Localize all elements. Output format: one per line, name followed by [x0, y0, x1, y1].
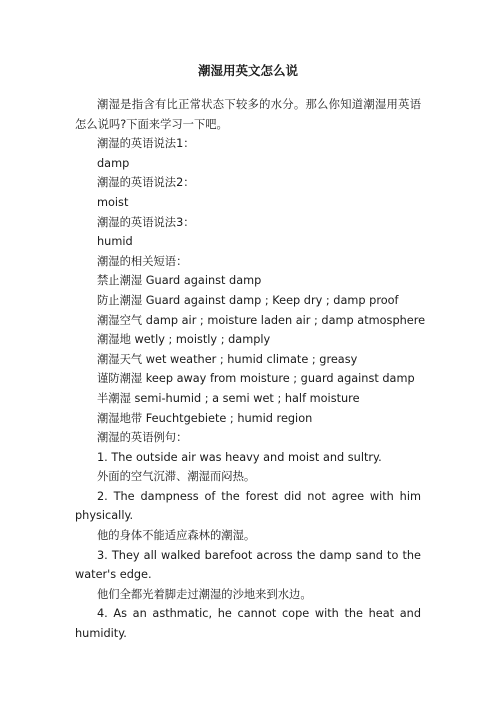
example-english: 2. The dampness of the forest did not agree with him physically. [75, 489, 421, 523]
example-chinese: 他们全都光着脚走过潮湿的沙地来到水边。 [97, 587, 312, 601]
paragraph: moist [97, 195, 129, 209]
document-title: 潮湿用英文怎么说 [197, 63, 298, 78]
example-chinese: 外面的空气沉滞、潮湿而闷热。 [97, 470, 256, 484]
phrase-line: 防止潮湿 Guard against damp ; Keep dry ; damp proof [97, 293, 399, 307]
paragraph: 潮湿的英语例句： [97, 431, 188, 445]
phrase-line: 潮湿空气 damp air ; moisture laden air ; damp atmosphere [97, 313, 426, 327]
document-body [75, 95, 426, 644]
phrase-line: 潮湿天气 wet weather ; humid climate ; greasy [97, 352, 358, 366]
phrase-line: 潮湿地 wetly ; moistly ; damply [97, 333, 271, 347]
phrase-line: 禁止潮湿 Guard against damp [97, 274, 262, 288]
phrase-line: 半潮湿 semi-humid ; a semi wet ; half moisture [97, 391, 360, 405]
intro-paragraph: 潮湿是指含有比正常状态下较多的水分。那么你知道潮湿用英语怎么说吗?下面来学习一下吧。 [75, 98, 421, 131]
phrase-line: 潮湿地带 Feuchtgebiete ; humid region [97, 411, 313, 425]
example-english: 3. They all walked barefoot across the damp sand to the water's edge. [75, 548, 421, 582]
paragraph: 潮湿的相关短语： [97, 254, 188, 268]
paragraph: 潮湿的英语说法3： [97, 215, 195, 229]
example-english: 1. The outside air was heavy and moist and sultry. [97, 450, 382, 464]
paragraph: 潮湿的英语说法1： [97, 137, 195, 151]
paragraph: humid [97, 235, 133, 249]
phrase-line: 谨防潮湿 keep away from moisture ; guard against damp [97, 372, 415, 386]
paragraph: 潮湿的英语说法2： [97, 176, 195, 190]
example-chinese: 他的身体不能适应森林的潮湿。 [97, 529, 256, 543]
paragraph: damp [97, 156, 130, 170]
example-english: 4. As an asthmatic, he cannot cope with the heat and humidity. [75, 607, 421, 641]
